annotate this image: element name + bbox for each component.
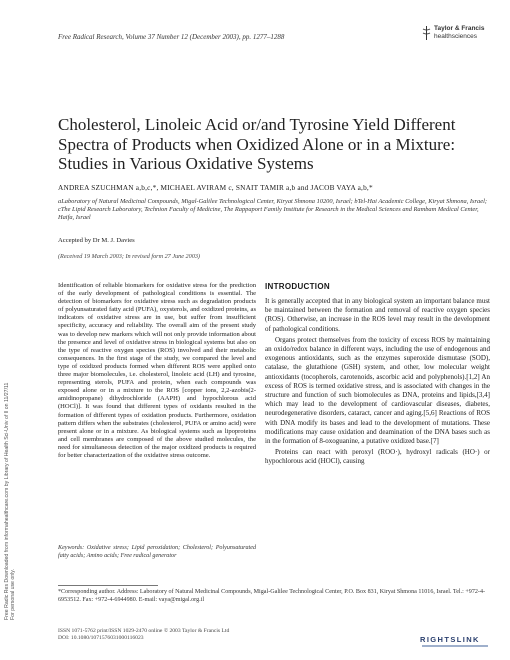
introduction-body bbox=[265, 297, 490, 467]
accepted-by: Accepted by Dr M. J. Davies bbox=[58, 237, 135, 244]
received-dates: (Received 19 March 2003; In revised form 27 June 2003) bbox=[58, 253, 200, 260]
rightslink-label: RIGHTSLINK bbox=[420, 635, 480, 644]
introduction-heading: INTRODUCTION bbox=[265, 282, 330, 291]
article-title: Cholesterol, Linoleic Acid or/and Tyrosine Yield Different Spectra of Products when Oxidized Alone or in a Mixture: Studies in Various Oxidative Systems bbox=[58, 115, 456, 173]
keywords: Keywords: Oxidative stress; Lipid peroxidation; Cholesterol; Polyunsaturated fatty acids; Amino acids; Free radical generator bbox=[58, 545, 256, 559]
author-list: ANDREA SZUCHMAN a,b,c,*, MICHAEL AVIRAM c, SNAIT TAMIR a,b and JACOB VAYA a,b,* bbox=[58, 183, 373, 192]
intro-paragraph-2: Organs protect themselves from the toxicity of excess ROS by maintaining an oxido/redox balance in different ways, including the use of endogenous and exogenous antioxidants, such as the enzymes superoxide dismutase (SOD), catalase, the glutathione (GSH) system, and other, low molecular weight antioxidants (tocopherols, carotenoids, ascorbic acid and polyphenols).[1,2] An excess of ROS is termed oxidative stress, and is associated with changes in the structure and function of such biomolecules as DNA, proteins and lipids,[3,4] which may lead to the development of cardiovascular diseases, diabetes, neurodegenerative disorders, cataract, cancer and aging.[5,6] Reactions of ROS with DNA modify its bases and lead to the development of mutations. These modifications may cause oxidation and deamination of the DNA bases such as in the formation of 8-oxoguanine, a putative oxidized base.[7] bbox=[265, 335, 490, 446]
rightslink-logo[interactable] bbox=[420, 635, 490, 649]
publisher-logo-icon bbox=[422, 26, 431, 40]
abstract: Identification of reliable biomarkers for oxidative stress for the prediction of the early development of pathological conditions is essential. The detection of biomarkers for oxidative stress such as degradation products of polyunsaturated fatty acid (PUFA), oxysterols, and oxidized proteins, as indicators of oxidative stress are in use, but suffer from insufficient specificity, accuracy and reliability. The overall aim of the present study was to develop new markers which will not only provide information about the presence and level of oxidative stress in biological systems but also on the type of reactive oxygen species (ROS) involved and their metabolic consequences. In the first stage of the study, we compared the level and type of oxidized products formed when different ROS were applied onto three major biomolecules, i.e. cholesterol, linoleic acid (LH) and tyrosine, representing sterols, PUFA and protein, when each compounds was exposed alone or in a mixture to the ROS [copper ions, 2,2-azobis(2-amidinopropane) dihydrochloride (AAPH) and hypochlorous acid (HOCl)]. It was found that different types of oxidants resulted in the formation of different types of oxidation products. Furthermore, oxidation pattern differs when the substrates (cholesterol, PUFA or amino acid) were present alone or in a mixture. As biological systems such as lipoproteins and cell membranes are composed of the above studied molecules, the need for simultaneous detection of the major oxidized products is required for better characterization of the oxidative stress outcome. bbox=[58, 282, 256, 459]
doi-line[interactable]: DOI: 10.1080/1071576031000116023 bbox=[58, 635, 144, 641]
publisher-logo[interactable] bbox=[420, 24, 490, 46]
issn-doi-block bbox=[58, 628, 358, 642]
download-watermark bbox=[4, 150, 17, 620]
intro-paragraph-3: Proteins can react with peroxyl (ROO·), hydroxyl radicals (HO·) or hypochlorous acid (HOCl), causing bbox=[265, 448, 490, 466]
personal-use-note: For personal use only. bbox=[10, 569, 17, 620]
affiliations: aLaboratory of Natural Medicinal Compounds, Migal-Galilee Technological Center, Kiryat Shmona 10200, Israel; bTel-Hai Academic College, Kiryat Shmona, Israel; cThe Lipid Research Laboratory, Technion Faculty of Medicine, The Rappaport Family Institute for Research in the Medical Sciences and Rambam Medical Center, Haifa, Israel bbox=[58, 198, 487, 222]
download-note: Free Radic Res Downloaded from informahealthcare.com by Library of Health Sci-Univ of Il on 11/27/11 bbox=[4, 382, 10, 620]
publisher-name: Taylor & Francis bbox=[434, 25, 485, 32]
intro-paragraph-1: It is generally accepted that in any biological system an important balance must be maintained between the formation and removal of reactive oxygen species (ROS). Otherwise, an increase in the ROS level may result in the development of pathological conditions. bbox=[265, 297, 490, 333]
corresponding-author-note: *Corresponding author. Address: Laboratory of Natural Medicinal Compounds, Migal-Galilee Technological Center, P.O. Box 831, Kiryat Shmona 11016, Israel. Tel.: +972-4-6953512. Fax: +972-4-6944980. E-mail: vaya@migal.org.il bbox=[58, 589, 486, 603]
issn-line: ISSN 1071-5762 print/ISSN 1029-2470 online © 2003 Taylor & Francis Ltd bbox=[58, 628, 230, 634]
publisher-subbrand: healthsciences bbox=[434, 33, 477, 40]
footnote-rule bbox=[58, 585, 158, 586]
rightslink-underline bbox=[422, 645, 488, 647]
journal-citation: Free Radical Research, Volume 37 Number 12 (December 2003), pp. 1277–1288 bbox=[58, 33, 285, 41]
